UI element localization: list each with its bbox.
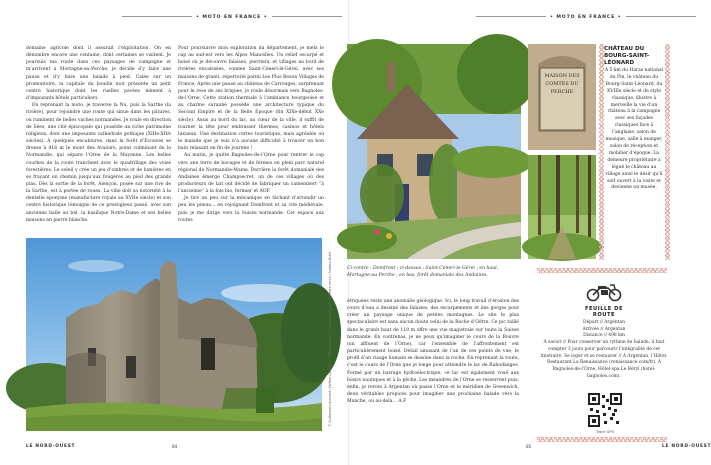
left-page — [0, 0, 350, 465]
column2-paragraph-2: Au matin, je quitte Bagnoles-de-l’Orne pour rentrer le cap vers une terre de bocages et de fermes en plein parc naturel régional de Normandie-Maine. Derrière la forêt domaniale des Andaines émerge Champsecret, un de ces villages où des producteurs de lait ont décidé de fabriquer un camembert “à l’ancienne” à la fois bio, fermier et AOP. — [178, 153, 324, 195]
sidebar-pattern-strip-right — [665, 44, 670, 260]
motorcycle-icon — [584, 280, 624, 302]
feuille-de-route-title: FEUILLE DE ROUTE — [584, 306, 624, 318]
feuille-bottom-pattern — [537, 437, 667, 442]
page-number-left: 84 — [172, 444, 178, 449]
gpx-qr-label: Tracé GPX — [595, 430, 615, 434]
sidebar-text: À 5 km du Haras national du Pin, le château du Bourg-Saint-Léonard, du XVIIIe siècle et de style classique, illustre à merveille la vie d’un château à la campagne avec ses façades classiques face à l’anglaise, salon de musique, salle à manger, salon de réception et mobilier d’époque. La demeure propriétaire a légué le château au village ainsi le désir qu’il soit ouvert à la visite et devienne un musée. — [604, 68, 664, 191]
footer-label-right: LE NORD-OUEST — [662, 444, 711, 449]
body-column-1 — [26, 45, 171, 224]
page-number-right: 85 — [526, 444, 532, 449]
column1-paragraph-1: domaine agricole dont il assurait l’exploitation. On en dénombre encore une centaine, dont certaines se visitent. Je poursuis ma route dans ces paysages de campagne et m’arrivent à Mortagne-au-Perche, je décide d’y faire une pause et d’y faire une balade à pied. Calée sur un promontoire, la capitale du boudin noir présente un petit centre historique dont les ruelles pavées mènent à d’imposants hôtels particuliers. — [26, 46, 171, 102]
running-head-left: • MOTO EN FRANCE • — [118, 15, 346, 20]
sidebar-title: CHÂTEAU DU BOURG-SAINT-LÉONARD — [604, 46, 650, 67]
column1-paragraph-2: En reprenant la moto, je traverse la Nu, puis la Sarthe (la rivière), pour rejoindre une route qui sinue dans les pâtures, où ruminent de belles vaches normandes. Je roule en direction de Sées, une cité épiscopale qui possède un riche patrimoine religieux, dont une imposante cathédrale gothique (XIIIe-XIVe siècles). À quelques encablures, dans la forêt d’Écouves se dresse à 416 m le mont des Avaloirs, point culminant de la Normandie, qui sépare l’Orne de la Mayenne. Les belles courbes de la route tranchent avec le quadrillage des voies forestières. Le soleil y crée un jeu d’ombres et de lumières en se frayant un chemin jusqu’aux fougères au pied des grands pins. Dès la sortie de la forêt, Alençon, posée sur une rive de la Sarthe, est à portée de roues. La ville doit sa notoriété à la dentelle éponyme (manufacture royale au XVIIe siècle) et son centre historique témoigne de ce prestigieux passé, avec son ancienne halle au blé, la basilique Notre-Dame et ses belles maisons en pierre blanche. — [26, 103, 171, 223]
footer-label-left: LE NORD-OUEST — [26, 444, 76, 449]
feuille-note: À savoir // Pour conserver un rythme de balade, il faut compter 3 jours pour parcourir l’intégralité de cet itinéraire. Se loger et se restaurer // À Argentan, l’Hôtel-Restaurant La Renaissance (renaissance.com/fr). À Bagnoles-de-l’Orne, Hôtel-spa Le Béryl (hotel-bagnoles.com). — [540, 340, 668, 379]
feuille-distance: Distance // 498 km — [583, 333, 625, 339]
right-body-paragraph: étriquées reste une anomalie géologique. Ici, le long travail d’érosion des cours d’eau a dessiné des falaises, des escarpements et des gorges pour créer un paysage unique de petites montagnes. Le site le plus spectaculaire est sans aucun doute celui de la Roche d’Oëtre. Ce pic taillé dans le granit haut de 118 m offre une vue magistrale sur toute la Suisse normande. En contrebas, je ne peux qu’imaginer le cours de la Rouvre (un affluent de l’Orne), car l’ensemble de l’affrontement est particulièrement boisé. Détail amusant de l’un de ces points de vue, le profil d’un visage humain se dessine dans la roche. En reprenant la route, c’est le cours de l’Orne que je longe pour atteindre le lac de Rabodanges. Formé par un barrage hydroélectrique, ce lac est également voué aux loisirs nautiques et à la pêche. Les méandres de l’Orne se resserrent puis, enfin, je revoie à Argentan où passe l’Orne et le méridien de Greenwich, deux véritables propices pour imaginer une prochaine balade vers la Manche, ou au-delà… A.F — [347, 299, 519, 405]
gpx-qr-code[interactable] — [588, 393, 622, 427]
maison-des-comtes-sign: MAISON DES COMTES DU PERCHE — [544, 73, 580, 95]
photo-credit: © Guillaume Lescroart / Jérôme Lambert / © Régis Cintrat / © Antoine Mignot / © Pierre Lesca / Sabrina Duhé — [328, 251, 332, 427]
domfront-ruins-photo — [26, 238, 322, 431]
mortagne-sign-photo — [528, 44, 596, 150]
running-head-right: • MOTO EN FRANCE • — [472, 15, 700, 20]
saint-ceneri-house-photo — [347, 44, 521, 259]
photo-caption: Ci-contre : Domfront ; ci-dessus : Saint-Céneri-le-Gérei ; en haut, Mortagne-au-Perche ; en bas, forêt domaniale des Andaines. — [347, 266, 499, 278]
feuille-de-route-details — [540, 320, 668, 380]
feuille-top-pattern — [537, 268, 667, 273]
feuille-arrivee: Arrivée // Argentan — [582, 326, 626, 332]
body-column-2 — [178, 45, 324, 224]
right-body-column — [347, 298, 519, 405]
forest-andaines-photo — [528, 155, 596, 259]
feuille-depart: Départ // Argentan — [583, 320, 625, 325]
column2-paragraph-1: Pour poursuivre mon exploration du département, je mets le cap au sud-est vers les Alpes Mancelles. Un relief escarpé et boisé où je découvre falaises, pierriers, et villages au bord de rivières encaissées, comme Saint-Céneri-le-Gérei, avec ses maisons de granit, répertorié parmi Les Plus Beaux Villages de France. Après une pause au château de Carrouges, surprenant pour le rose de ses briques, je roule désormais vers Bagnoles-de-l’Orne. Cette station thermale à l’ambiance bourgeoise et au charme suranné possède une architecture typique du Second Empire et de la Belle Époque (fin XIXe-début XXe siècle). Assis au bord du lac, au cœur de la ville, il suffit de tourner la tête pour embrasser thermes, casinos et hôtels luxueux. Une destination certes touristique, mais agréable où le malade que je suis n’a aucune difficulté à trouver un bon bain relaxant en fin de journée ! — [178, 46, 324, 152]
column2-paragraph-3: Je tire un peu sur la mécanique en tâchant d’arrondir un peu les pneus… en rejoignant Domfront et sa cité médiévale, puis je me dirige vers la Suisse normande. Cet espace aux routes — [178, 196, 324, 223]
